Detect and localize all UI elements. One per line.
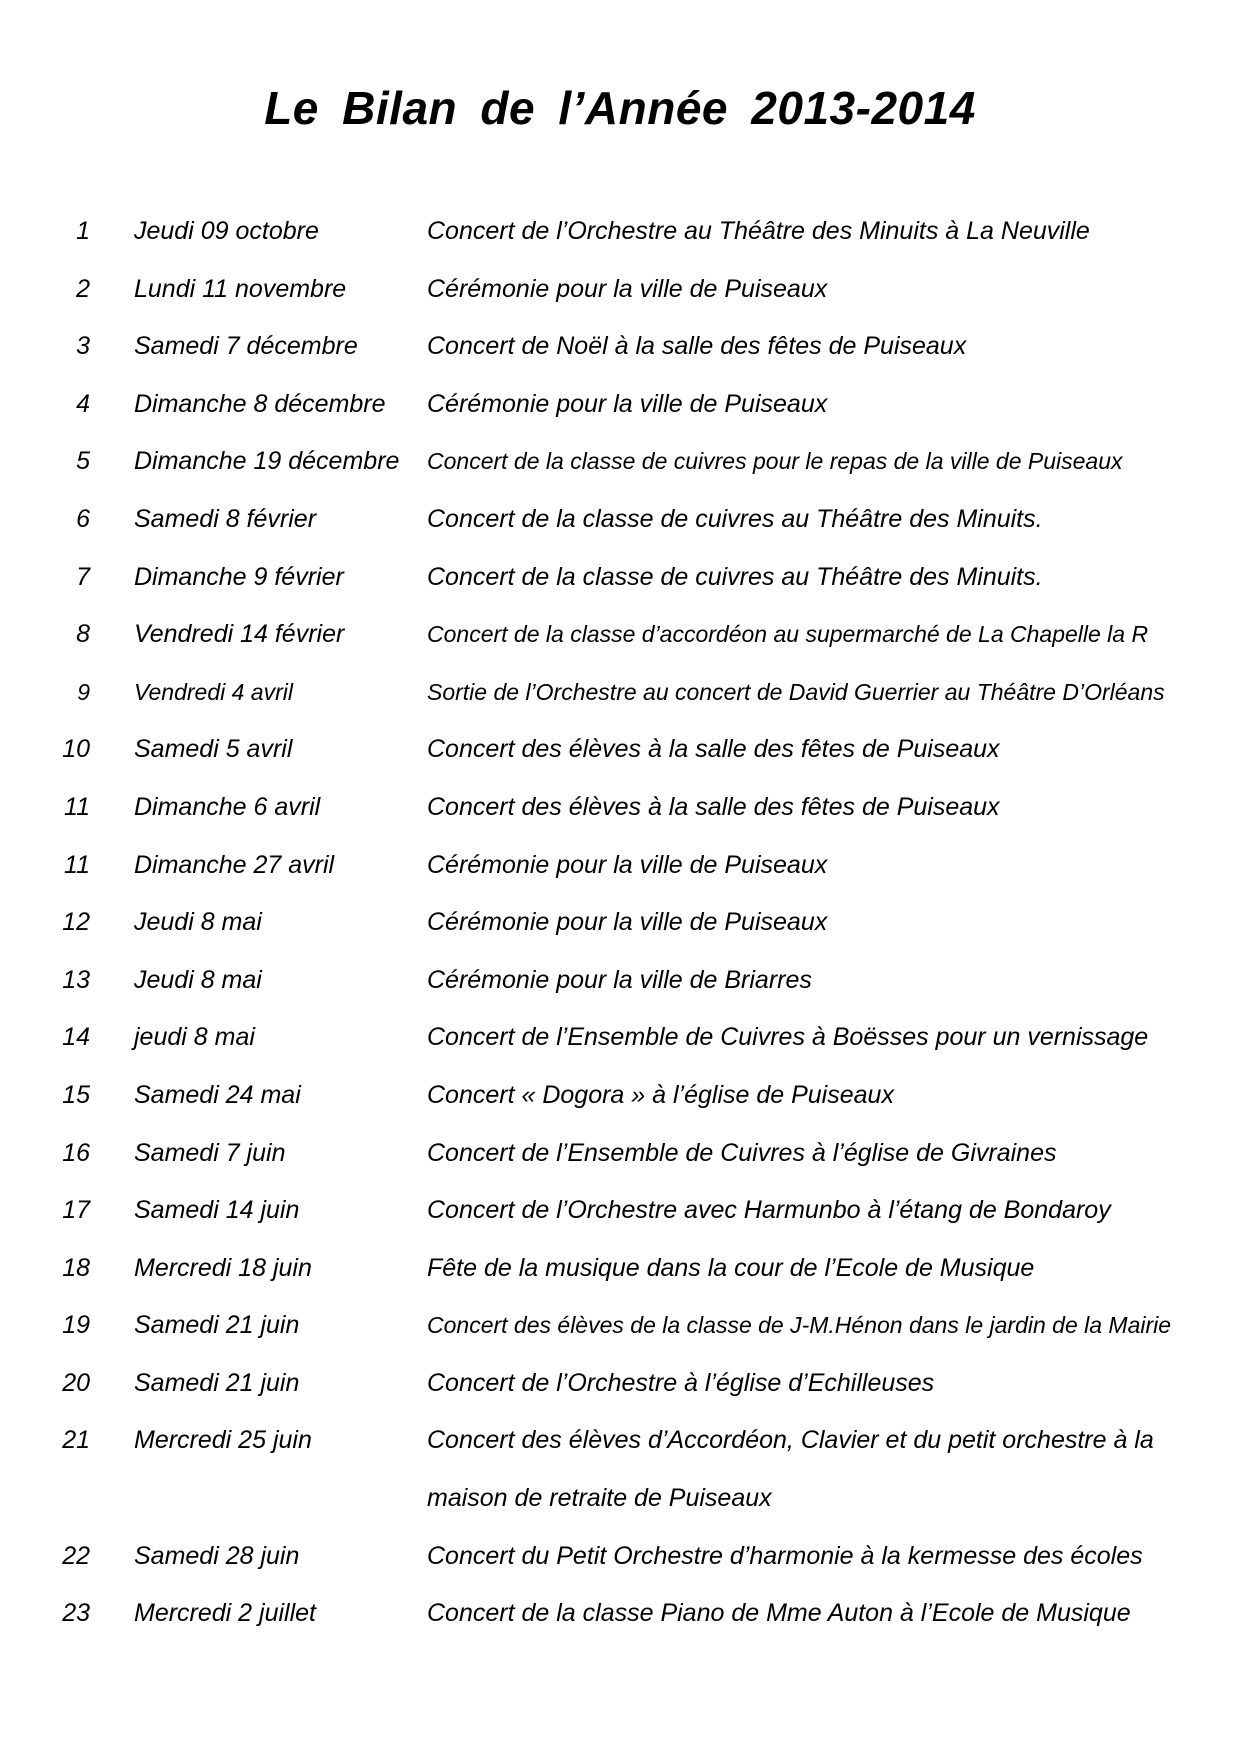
- event-description: Concert de Noël à la salle des fêtes de Puiseaux: [427, 332, 967, 361]
- event-date: Jeudi 8 mai: [134, 908, 262, 937]
- list-item: [0, 664, 1240, 722]
- event-description: Concert de la classe de cuivres au Théâtre des Minuits.: [427, 504, 1043, 533]
- event-date: Samedi 28 juin: [134, 1541, 300, 1570]
- event-description: Fête de la musique dans la cour de l’Ecole de Musique: [427, 1253, 1035, 1282]
- event-date: Dimanche 19 décembre: [134, 447, 400, 476]
- event-date: Lundi 11 novembre: [134, 274, 347, 303]
- event-number: 4: [76, 389, 90, 418]
- event-date: Vendredi 4 avril: [134, 678, 293, 705]
- event-description: Concert de la classe Piano de Mme Auton à l’Ecole de Musique: [427, 1599, 1131, 1628]
- event-description: Concert de la classe de cuivres pour le repas de la ville de Puiseaux: [427, 448, 1123, 475]
- list-item: [0, 1009, 1240, 1067]
- event-date: Dimanche 6 avril: [134, 792, 321, 821]
- list-item: [0, 318, 1240, 376]
- event-date: jeudi 8 mai: [134, 1023, 255, 1052]
- list-item: [0, 721, 1240, 779]
- list-item: [0, 1355, 1240, 1413]
- page-title: Le Bilan de l’Année 2013-2014: [264, 82, 976, 134]
- event-number: 23: [62, 1599, 90, 1628]
- event-number: 10: [62, 735, 90, 764]
- list-item: [0, 1240, 1240, 1298]
- event-date: Vendredi 14 février: [134, 620, 345, 649]
- event-date: Samedi 24 mai: [134, 1080, 301, 1109]
- event-number: 9: [77, 678, 90, 705]
- event-number: 18: [62, 1253, 90, 1282]
- event-description: Concert de l’Orchestre à l’église d’Echilleuses: [427, 1368, 935, 1397]
- event-number: 15: [62, 1080, 90, 1109]
- event-date: Dimanche 8 décembre: [134, 389, 386, 418]
- event-number: 6: [76, 504, 90, 533]
- event-number: 11: [64, 850, 90, 879]
- event-description: Concert du Petit Orchestre d’harmonie à la kermesse des écoles: [427, 1541, 1143, 1570]
- list-item: [0, 837, 1240, 895]
- event-date: Samedi 8 février: [134, 504, 317, 533]
- list-item: [0, 1125, 1240, 1183]
- event-number: 21: [62, 1426, 90, 1455]
- event-number: 19: [62, 1311, 90, 1340]
- event-number: 17: [62, 1196, 90, 1225]
- event-date: Dimanche 9 février: [134, 562, 344, 591]
- list-item: [0, 376, 1240, 434]
- event-description: Concert des élèves d’Accordéon, Clavier et du petit orchestre à la maison de retraite de Puiseaux: [427, 1426, 1154, 1513]
- list-item: [0, 606, 1240, 664]
- list-item: [0, 1182, 1240, 1240]
- event-number: 1: [76, 217, 90, 245]
- list-item: [0, 1297, 1240, 1355]
- event-number: 5: [76, 447, 90, 476]
- event-date: Mercredi 18 juin: [134, 1253, 312, 1282]
- event-description: Concert de l’Orchestre au Théâtre des Minuits à La Neuville: [427, 217, 1090, 245]
- event-number: 20: [62, 1368, 90, 1397]
- event-number: 7: [76, 562, 90, 591]
- event-description: Concert de l’Ensemble de Cuivres à l’église de Givraines: [427, 1138, 1057, 1167]
- event-date: Samedi 7 décembre: [134, 332, 358, 361]
- event-description: Cérémonie pour la ville de Briarres: [427, 965, 812, 994]
- event-description: Concert de la classe de cuivres au Théâtre des Minuits.: [427, 562, 1043, 591]
- event-number: 2: [76, 274, 90, 303]
- event-description: Concert de la classe d’accordéon au supermarché de La Chapelle la R: [427, 621, 1149, 648]
- event-date: Jeudi 09 octobre: [134, 217, 319, 245]
- list-item: [0, 549, 1240, 607]
- event-date: Mercredi 2 juillet: [134, 1599, 317, 1628]
- event-number: 13: [62, 965, 90, 994]
- event-date: Samedi 14 juin: [134, 1196, 300, 1225]
- event-number: 22: [62, 1541, 90, 1570]
- event-description: Cérémonie pour la ville de Puiseaux: [427, 274, 828, 303]
- event-description: Concert « Dogora » à l’église de Puiseaux: [427, 1080, 894, 1109]
- event-date: Jeudi 8 mai: [134, 965, 262, 994]
- event-number: 14: [62, 1023, 90, 1052]
- event-number: 8: [76, 620, 90, 649]
- event-number: 3: [76, 332, 90, 361]
- list-item: [0, 491, 1240, 549]
- list-item: [0, 261, 1240, 319]
- event-description: Cérémonie pour la ville de Puiseaux: [427, 389, 828, 418]
- list-item: [0, 433, 1240, 491]
- event-date: Samedi 21 juin: [134, 1311, 300, 1340]
- event-description: Concert de l’Orchestre avec Harmunbo à l’étang de Bondaroy: [427, 1196, 1111, 1225]
- event-date: Samedi 7 juin: [134, 1138, 286, 1167]
- list-item: [0, 1067, 1240, 1125]
- list-item: [0, 203, 1240, 261]
- list-item: [0, 1412, 1240, 1527]
- event-description: Cérémonie pour la ville de Puiseaux: [427, 908, 828, 937]
- event-description: Cérémonie pour la ville de Puiseaux: [427, 850, 828, 879]
- list-item: [0, 894, 1240, 952]
- event-description: Concert des élèves à la salle des fêtes de Puiseaux: [427, 792, 1000, 821]
- event-date: Samedi 21 juin: [134, 1368, 300, 1397]
- event-date: Mercredi 25 juin: [134, 1426, 312, 1455]
- event-description: Concert des élèves à la salle des fêtes de Puiseaux: [427, 735, 1000, 764]
- list-item: [0, 952, 1240, 1010]
- event-number: 16: [62, 1138, 90, 1167]
- event-number: 12: [62, 908, 90, 937]
- event-list: [0, 203, 1240, 1643]
- event-description: Concert de l’Ensemble de Cuivres à Boësses pour un vernissage: [427, 1023, 1149, 1052]
- list-item: [0, 1585, 1240, 1643]
- event-date: Dimanche 27 avril: [134, 850, 335, 879]
- event-description: Sortie de l’Orchestre au concert de David Guerrier au Théâtre D’Orléans: [427, 678, 1165, 705]
- event-description: Concert des élèves de la classe de J-M.Hénon dans le jardin de la Mairie: [427, 1312, 1172, 1339]
- event-date: Samedi 5 avril: [134, 735, 293, 764]
- list-item: [0, 779, 1240, 837]
- event-number: 11: [64, 792, 90, 821]
- list-item: [0, 1528, 1240, 1586]
